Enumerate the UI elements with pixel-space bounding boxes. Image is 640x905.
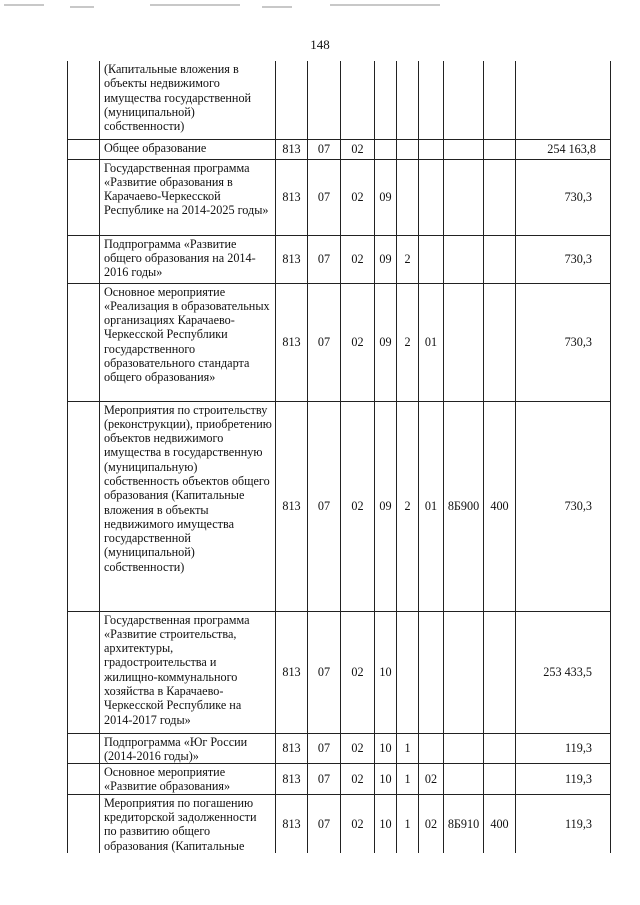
- expense-type-code: [484, 61, 516, 139]
- row-name: Подпрограмма «Развитие общего образования на 2014-2016 годы»: [100, 235, 276, 283]
- row-left-margin-cell: [68, 139, 100, 159]
- program-code: [375, 139, 397, 159]
- row-left-margin-cell: [68, 611, 100, 733]
- amount: [516, 61, 611, 139]
- section-code: 07: [308, 235, 341, 283]
- table-row: [68, 235, 611, 283]
- amount: 730,3: [516, 401, 611, 611]
- section-code: 07: [308, 159, 341, 235]
- table-row: [68, 159, 611, 235]
- program-code: [375, 61, 397, 139]
- subprogram-code: 1: [397, 733, 419, 764]
- row-left-margin-cell: [68, 733, 100, 764]
- event-code: [419, 61, 444, 139]
- section-code: 07: [308, 611, 341, 733]
- amount: 730,3: [516, 283, 611, 401]
- subsection-code: 02: [341, 401, 375, 611]
- subsection-code: 02: [341, 159, 375, 235]
- ministry-code: 813: [276, 764, 308, 795]
- event-code: [419, 611, 444, 733]
- table-row: [68, 139, 611, 159]
- direction-code: [444, 283, 484, 401]
- direction-code: 8Б910: [444, 794, 484, 853]
- subprogram-code: [397, 61, 419, 139]
- expense-type-code: 400: [484, 401, 516, 611]
- row-left-margin-cell: [68, 764, 100, 795]
- direction-code: [444, 764, 484, 795]
- amount: 119,3: [516, 794, 611, 853]
- amount: 254 163,8: [516, 139, 611, 159]
- scan-edge-noise: [0, 0, 640, 14]
- subsection-code: 02: [341, 235, 375, 283]
- subprogram-code: [397, 611, 419, 733]
- program-code: 10: [375, 764, 397, 795]
- event-code: [419, 235, 444, 283]
- ministry-code: 813: [276, 235, 308, 283]
- table-row: [68, 733, 611, 764]
- row-name: Государственная программа «Развитие строительства, архитектуры, градостроительства и жилищно-коммунального хозяйства в Карачаево-Черкесской Республике на 2014-2017 годы»: [100, 611, 276, 733]
- event-code: [419, 733, 444, 764]
- event-code: 01: [419, 283, 444, 401]
- event-code: 02: [419, 794, 444, 853]
- program-code: 10: [375, 794, 397, 853]
- table-row: [68, 401, 611, 611]
- direction-code: [444, 159, 484, 235]
- page-number: 148: [310, 37, 330, 52]
- row-left-margin-cell: [68, 61, 100, 139]
- section-code: 07: [308, 139, 341, 159]
- program-code: 09: [375, 235, 397, 283]
- ministry-code: 813: [276, 401, 308, 611]
- expense-type-code: [484, 159, 516, 235]
- row-name: Основное мероприятие «Реализация в образовательных организациях Карачаево-Черкесской Республики государственного образовательного стандарта общего образования»: [100, 283, 276, 401]
- section-code: 07: [308, 283, 341, 401]
- table-row: [68, 794, 611, 853]
- subsection-code: 02: [341, 611, 375, 733]
- program-code: 09: [375, 159, 397, 235]
- event-code: [419, 139, 444, 159]
- expense-type-code: [484, 611, 516, 733]
- expense-type-code: [484, 235, 516, 283]
- budget-table: [67, 61, 611, 853]
- row-name: (Капитальные вложения в объекты недвижимого имущества государственной (муниципальной) собственности): [100, 61, 276, 139]
- row-name: Государственная программа «Развитие образования в Карачаево-Черкесской Республике на 2014-2025 годы»: [100, 159, 276, 235]
- section-code: 07: [308, 401, 341, 611]
- subprogram-code: 2: [397, 401, 419, 611]
- table-body: [68, 61, 611, 853]
- subsection-code: 02: [341, 794, 375, 853]
- amount: 730,3: [516, 235, 611, 283]
- subsection-code: [341, 61, 375, 139]
- amount: 119,3: [516, 764, 611, 795]
- ministry-code: 813: [276, 283, 308, 401]
- table-row: [68, 611, 611, 733]
- amount: 730,3: [516, 159, 611, 235]
- direction-code: [444, 139, 484, 159]
- expense-type-code: [484, 283, 516, 401]
- row-left-margin-cell: [68, 283, 100, 401]
- direction-code: [444, 61, 484, 139]
- expense-type-code: [484, 733, 516, 764]
- ministry-code: 813: [276, 159, 308, 235]
- subprogram-code: 2: [397, 235, 419, 283]
- ministry-code: 813: [276, 794, 308, 853]
- direction-code: [444, 235, 484, 283]
- section-code: 07: [308, 794, 341, 853]
- program-code: 09: [375, 401, 397, 611]
- amount: 119,3: [516, 733, 611, 764]
- subprogram-code: 1: [397, 764, 419, 795]
- subprogram-code: [397, 159, 419, 235]
- subprogram-code: [397, 139, 419, 159]
- direction-code: [444, 733, 484, 764]
- subsection-code: 02: [341, 283, 375, 401]
- program-code: 09: [375, 283, 397, 401]
- direction-code: [444, 611, 484, 733]
- row-name: Основное мероприятие «Развитие образования»: [100, 764, 276, 795]
- event-code: 02: [419, 764, 444, 795]
- row-name: Общее образование: [100, 139, 276, 159]
- table-row: [68, 283, 611, 401]
- table-row: [68, 764, 611, 795]
- ministry-code: 813: [276, 733, 308, 764]
- subprogram-code: 1: [397, 794, 419, 853]
- subprogram-code: 2: [397, 283, 419, 401]
- event-code: [419, 159, 444, 235]
- row-name: Мероприятия по погашению кредиторской задолженности по развитию общего образования (Капитальные: [100, 794, 276, 853]
- event-code: 01: [419, 401, 444, 611]
- row-left-margin-cell: [68, 794, 100, 853]
- section-code: 07: [308, 764, 341, 795]
- ministry-code: 813: [276, 611, 308, 733]
- row-left-margin-cell: [68, 159, 100, 235]
- table-row: [68, 61, 611, 139]
- row-name: Подпрограмма «Юг России (2014-2016 годы)»: [100, 733, 276, 764]
- program-code: 10: [375, 733, 397, 764]
- row-name: Мероприятия по строительству (реконструкции), приобретению объектов недвижимого имущества в государственную (муниципальную) собственность объектов общего образования (Капитальные вложения в объекты недвижимого имущества государственной (муниципальной) собственности): [100, 401, 276, 611]
- expense-type-code: 400: [484, 794, 516, 853]
- section-code: [308, 61, 341, 139]
- program-code: 10: [375, 611, 397, 733]
- ministry-code: 813: [276, 139, 308, 159]
- amount: 253 433,5: [516, 611, 611, 733]
- subsection-code: 02: [341, 764, 375, 795]
- row-left-margin-cell: [68, 235, 100, 283]
- row-left-margin-cell: [68, 401, 100, 611]
- subsection-code: 02: [341, 139, 375, 159]
- expense-type-code: [484, 139, 516, 159]
- expense-type-code: [484, 764, 516, 795]
- direction-code: 8Б900: [444, 401, 484, 611]
- subsection-code: 02: [341, 733, 375, 764]
- section-code: 07: [308, 733, 341, 764]
- ministry-code: [276, 61, 308, 139]
